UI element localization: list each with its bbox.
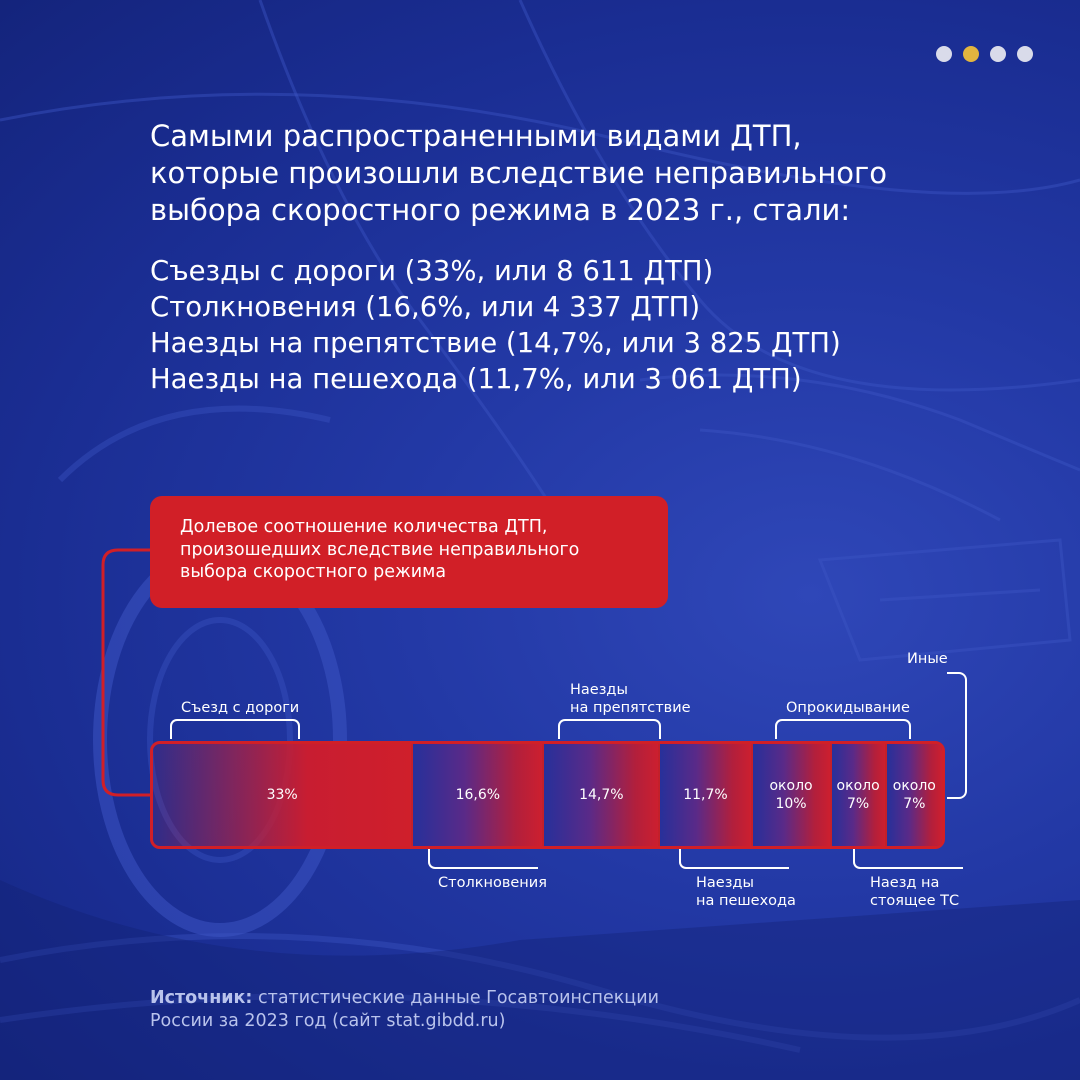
source-text: статистические данные Госавтоинспекции bbox=[252, 988, 659, 1008]
category-label-line: Наезды bbox=[570, 682, 628, 698]
category-label-line: на препятствие bbox=[570, 700, 691, 716]
category-bracket bbox=[853, 849, 963, 869]
page-dot-active[interactable] bbox=[963, 46, 979, 62]
segment-parked-vehicle-hits bbox=[832, 744, 887, 846]
category-bracket bbox=[775, 719, 911, 739]
segment-value-label: 16,6% bbox=[455, 787, 501, 803]
category-label bbox=[907, 650, 948, 668]
category-bracket bbox=[558, 719, 661, 739]
category-bracket bbox=[428, 849, 538, 869]
stacked-bar bbox=[150, 741, 945, 849]
stat-item: Наезды на препятствие (14,7%, или 3 825 ДТП) bbox=[150, 327, 841, 359]
category-bracket bbox=[947, 672, 967, 799]
source-label: Источник: bbox=[150, 988, 253, 1008]
category-label bbox=[181, 699, 299, 717]
segment-pedestrian-hits bbox=[660, 744, 752, 846]
segment-value-label: 33% bbox=[266, 787, 298, 803]
source-text: России за 2023 год (сайт stat.gibdd.ru) bbox=[150, 1011, 506, 1031]
category-label-line: Наезды bbox=[696, 875, 754, 891]
category-label bbox=[696, 874, 796, 910]
category-label-line: Иные bbox=[907, 651, 948, 667]
category-label-line: Столкновения bbox=[438, 875, 547, 891]
stats-list bbox=[150, 253, 1010, 397]
segment-collisions bbox=[413, 744, 544, 846]
category-label bbox=[438, 874, 547, 892]
page-dot[interactable] bbox=[936, 46, 952, 62]
segment-other bbox=[887, 744, 942, 846]
segment-value-label: около 10% bbox=[769, 778, 813, 812]
segment-value-label: 11,7% bbox=[683, 787, 728, 803]
category-bracket bbox=[170, 719, 300, 739]
page-dot[interactable] bbox=[1017, 46, 1033, 62]
category-label-line: стоящее ТС bbox=[870, 893, 960, 909]
category-label-line: Опрокидывание bbox=[786, 700, 910, 716]
chart-title-box bbox=[150, 496, 668, 608]
heading-line: выбора скоростного режима в 2023 г., стали: bbox=[150, 193, 851, 227]
segment-rollovers bbox=[753, 744, 832, 846]
page-dot[interactable] bbox=[990, 46, 1006, 62]
segment-road-departure bbox=[153, 744, 413, 846]
stat-item: Столкновения (16,6%, или 4 337 ДТП) bbox=[150, 291, 701, 323]
chart-title-line: Долевое соотношение количества ДТП, bbox=[180, 517, 548, 537]
category-label-line: на пешехода bbox=[696, 893, 796, 909]
segment-value-label: около 7% bbox=[836, 778, 880, 812]
pagination-dots bbox=[936, 46, 1033, 62]
segment-value-label: около 7% bbox=[892, 778, 936, 812]
source-note bbox=[150, 987, 790, 1033]
slide-heading bbox=[150, 118, 1010, 229]
segment-obstacle-hits bbox=[544, 744, 660, 846]
category-label bbox=[570, 681, 691, 717]
chart-title-line: выбора скоростного режима bbox=[180, 562, 447, 582]
stat-item: Наезды на пешехода (11,7%, или 3 061 ДТП) bbox=[150, 363, 802, 395]
category-label bbox=[870, 874, 959, 910]
category-label-line: Наезд на bbox=[870, 875, 940, 891]
chart-title-line: произошедших вследствие неправильного bbox=[180, 539, 580, 560]
heading-line: Самыми распространенными видами ДТП, bbox=[150, 119, 802, 153]
stat-item: Съезды с дороги (33%, или 8 611 ДТП) bbox=[150, 255, 714, 287]
category-bracket bbox=[679, 849, 789, 869]
category-label bbox=[786, 699, 910, 717]
heading-line: которые произошли вследствие неправильного bbox=[150, 156, 888, 190]
category-label-line: Съезд с дороги bbox=[181, 700, 300, 716]
segment-value-label: 14,7% bbox=[579, 787, 624, 803]
